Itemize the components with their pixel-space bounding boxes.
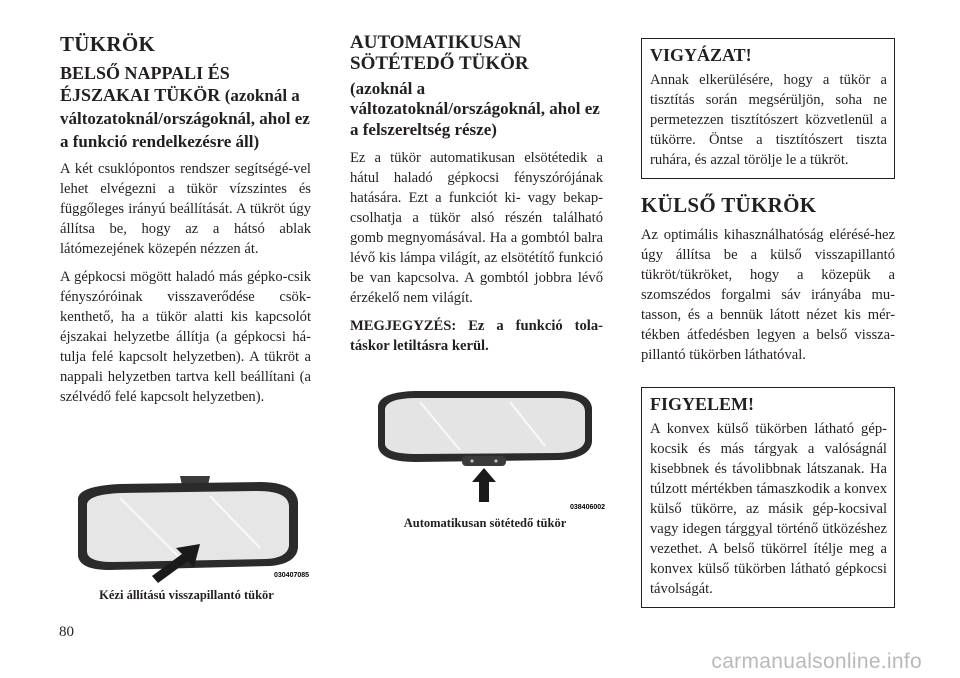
caution-text: Annak elkerülésére, hogy a tükör a tisztítás során megsérüljön, soha ne permetezzen tisztítószert közvetlenül a tükörre. Öntse a tisztítószert tiszta ruhára, és azzal törölje le a tükröt.	[650, 72, 887, 168]
auto-dim-subheading: (azoknál a változatoknál/országoknál, ahol ez a felszereltség része)	[350, 78, 600, 140]
section-heading-line2: ÉJSZAKAI TÜKÖR (azoknál a változatoknál/országoknál, ahol ez a funkció rendelkezésre áll)	[60, 85, 310, 152]
column-left	[60, 32, 311, 415]
column-right	[641, 38, 895, 608]
figure-code: 038406002	[570, 504, 606, 511]
heading-line1: AUTOMATIKUSAN	[350, 32, 522, 53]
warning-title: FIGYELEM!	[650, 394, 755, 415]
light-sensor	[494, 459, 497, 462]
mirror-glass	[385, 398, 585, 454]
figure-manual-mirror	[60, 468, 313, 603]
page-number: 80	[59, 624, 74, 640]
watermark[interactable]: carmanualsonline.info	[711, 650, 922, 673]
caution-box	[641, 38, 895, 179]
warning-text: A konvex külső tükörben látható gép-kocsik és más tárgyak a valóságnál kisebbnek és távolibbnak látszanak. Ha túlzott mértékben támaszkodik a konvex külső tükörre, az másik gép-kocsival vagy idegen tárggyal történő ütközéshez vezethet. A belső tükörrel ítélje meg a konvex külső tükörben látható gépkocsi távolságát.	[650, 421, 887, 598]
exterior-mirrors-heading: KÜLSŐ TÜKRÖK	[641, 193, 817, 217]
section-heading-line1: BELSŐ NAPPALI ÉS	[60, 63, 230, 84]
paragraph: Ez a tükör automatikusan elsötétedik a hátul haladó gépkocsi fényszórójának hatására. Ezt a funkciót ki- vagy bekap-csolhatja a tükör alsó részén található gomb megnyomásával. Ha a gombtól balra lévő kis lámpa világít, az elsötétítő funkció be van kapcsolva. A gombtól jobbra lévő érzékelő nem világít.	[350, 150, 603, 307]
auto-dim-mirror-illustration	[360, 384, 610, 514]
auto-dim-heading	[350, 32, 603, 75]
figure-caption: Automatikusan sötétedő tükör	[403, 516, 567, 530]
heading-line2: SÖTÉTEDŐ TÜKÖR	[350, 53, 529, 75]
figure-caption: Kézi állítású visszapillantó tükör	[99, 588, 274, 602]
section-heading-inside-mirror	[60, 62, 311, 153]
paragraph: A két csuklópontos rendszer segítségé-vel lehet elvégezni a tükör vízszintes és függőleges irányú beállítását. A tükröt úgy állítsa be, hogy az a hátsó ablak látómezejének közepén nézzen át.	[60, 160, 311, 257]
warning-box	[641, 387, 895, 608]
dimming-button	[462, 456, 506, 466]
caution-title: VIGYÁZAT!	[650, 45, 752, 65]
paragraph: A gépkocsi mögött haladó más gépko-csik fényszóróinak visszaverődése csök-kenthető, ha a tükör alatti kis kapcsolót éjszakai helyzetbe állítja (a gépkocsi há-tulja felé kapcsolt helyzetben). A tükröt a nappali helyzetben tartva kell beállítani (a szélvédő felé kapcsolt helyzetben).	[60, 268, 311, 405]
indicator-lamp	[470, 459, 473, 462]
note: MEGJEGYZÉS: Ez a funkció tola-táskor letiltásra kerül.	[350, 318, 603, 355]
column-middle	[350, 32, 603, 364]
paragraph: Az optimális kihasználhatóság elérésé-hez úgy állítsa be a külső visszapillantó tükröt/tükröket, hogy a közepük a szomszédos forgalmi sáv irányába mu-tasson, és a bennük látott nézet kis mér-tékben átfedésben legyen a belső vissza-pillantó tükörben láthatóval.	[641, 227, 895, 364]
figure-auto-dim-mirror	[360, 384, 610, 531]
section-heading-qualifier: (azoknál a változatoknál/országoknál, ahol ez a funkció rendelkezésre áll)	[60, 86, 310, 152]
page-title: TÜKRÖK	[60, 32, 156, 56]
figure-code: 030407085	[274, 572, 310, 579]
manual-mirror-illustration	[60, 468, 313, 584]
